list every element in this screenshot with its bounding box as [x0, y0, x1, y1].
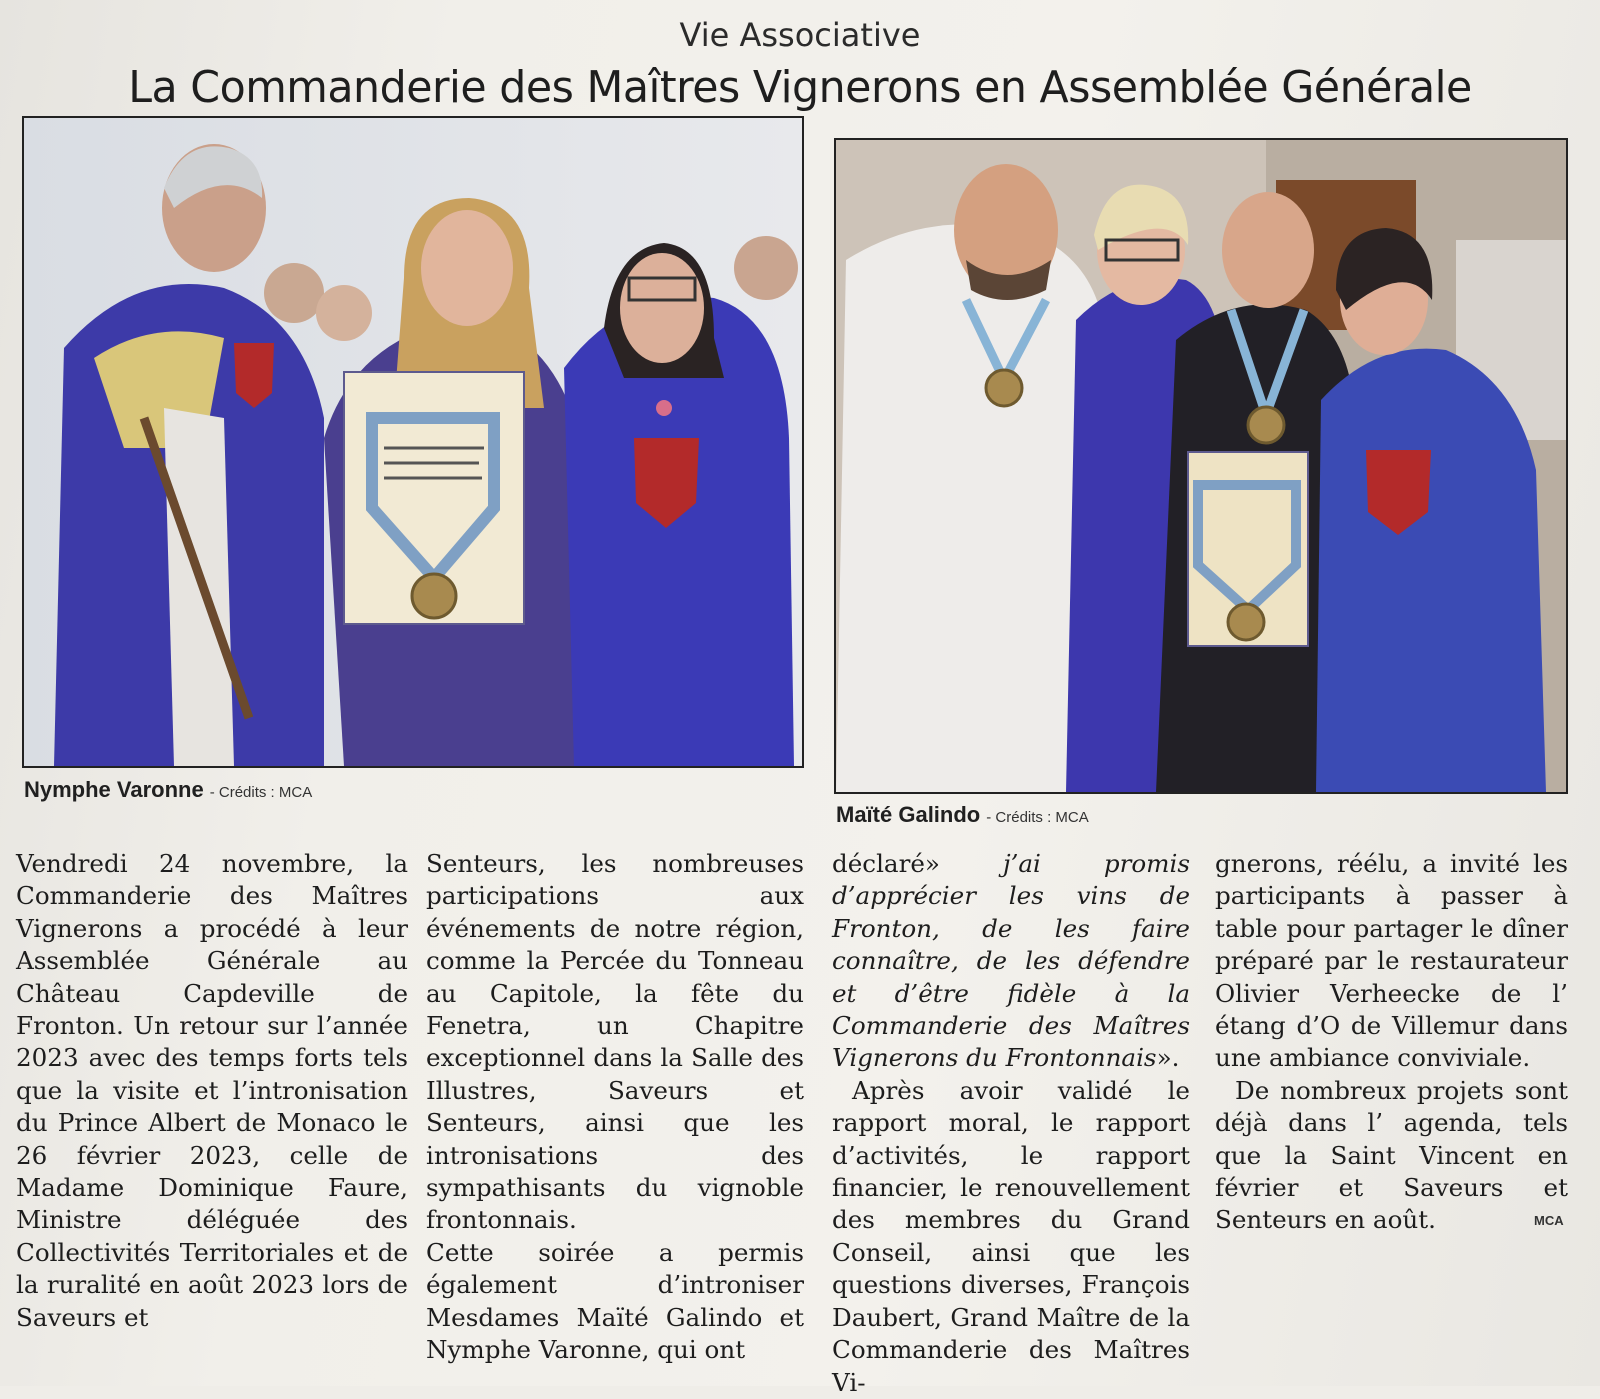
caption-credit: - Crédits : MCA — [209, 784, 313, 801]
paragraph-quote — [832, 848, 1190, 1075]
caption-photo-2 — [836, 802, 1089, 828]
quote-lead: déclaré» — [832, 849, 940, 878]
quote-end: ». — [1156, 1043, 1180, 1073]
article-column-3 — [832, 848, 1190, 1399]
paragraph: Vendredi 24 novembre, la Commanderie des Maîtres Vignerons a procédé à leur Assemblée Générale au Château Capdeville de Fronton. Un retour sur l’année 2023 avec des temps forts tels que la visite et l’intronisation du Prince Albert de Monaco le 26 février 2023, celle de Madame Dominique Faure, Ministre déléguée des Collectivités Territoriales et de la ruralité en août 2023 lors de Saveurs et — [16, 849, 408, 1332]
headline: La Commanderie des Maîtres Vignerons en Assemblée Générale — [128, 62, 1472, 113]
paragraph: Cette soirée a permis également d’introniser Mesdames Maïté Galindo et Nymphe Varonne, qui ont — [426, 1237, 804, 1365]
article-column-4 — [1215, 848, 1568, 1237]
photo-nymphe-varonne — [22, 116, 804, 768]
paragraph: Après avoir validé le rapport moral, le rapport d’activités, le rapport financier, le renouvellement des membres du Grand Conseil, ainsi que les questions diverses, François Daubert, Grand Maître de la Commanderie des Maîtres Vi- — [832, 1075, 1190, 1397]
photo-maite-galindo — [834, 138, 1568, 794]
article-column-1 — [16, 848, 408, 1334]
article-column-2 — [426, 848, 804, 1367]
caption-name: Nymphe Varonne — [24, 777, 204, 802]
paragraph: De nombreux projets sont déjà dans l’ agenda, tels que la Saint Vincent en février et Saveurs et Senteurs en août. — [1215, 1075, 1568, 1235]
paragraph: Senteurs, les nombreuses participations aux événements de notre région, comme la Percée du Tonneau au Capitole, la fête du Fenetra, un Chapitre exceptionnel dans la Salle des Illustres, Saveurs et Senteurs, ainsi que les intronisations des sympathisants du vignoble frontonnais. — [426, 849, 804, 1235]
section-label: Vie Associative — [679, 16, 921, 54]
caption-photo-1 — [24, 777, 312, 803]
paragraph: gnerons, réélu, a invité les participants à passer à table pour partager le dîner préparé par le restaurateur Olivier Verheecke de l’ étang d’O de Villemur dans une ambiance conviviale. — [1215, 849, 1568, 1073]
caption-credit: - Crédits : MCA — [986, 809, 1089, 826]
author-signature: MCA — [1534, 1213, 1564, 1228]
caption-name: Maïté Galindo — [836, 802, 981, 827]
quote-text: j’ai promis d’apprécier les vins de Fronton, de les faire connaître, de les défendre et d’être fidèle à la Commanderie des Maîtres Vignerons du Frontonnais — [832, 849, 1190, 1073]
